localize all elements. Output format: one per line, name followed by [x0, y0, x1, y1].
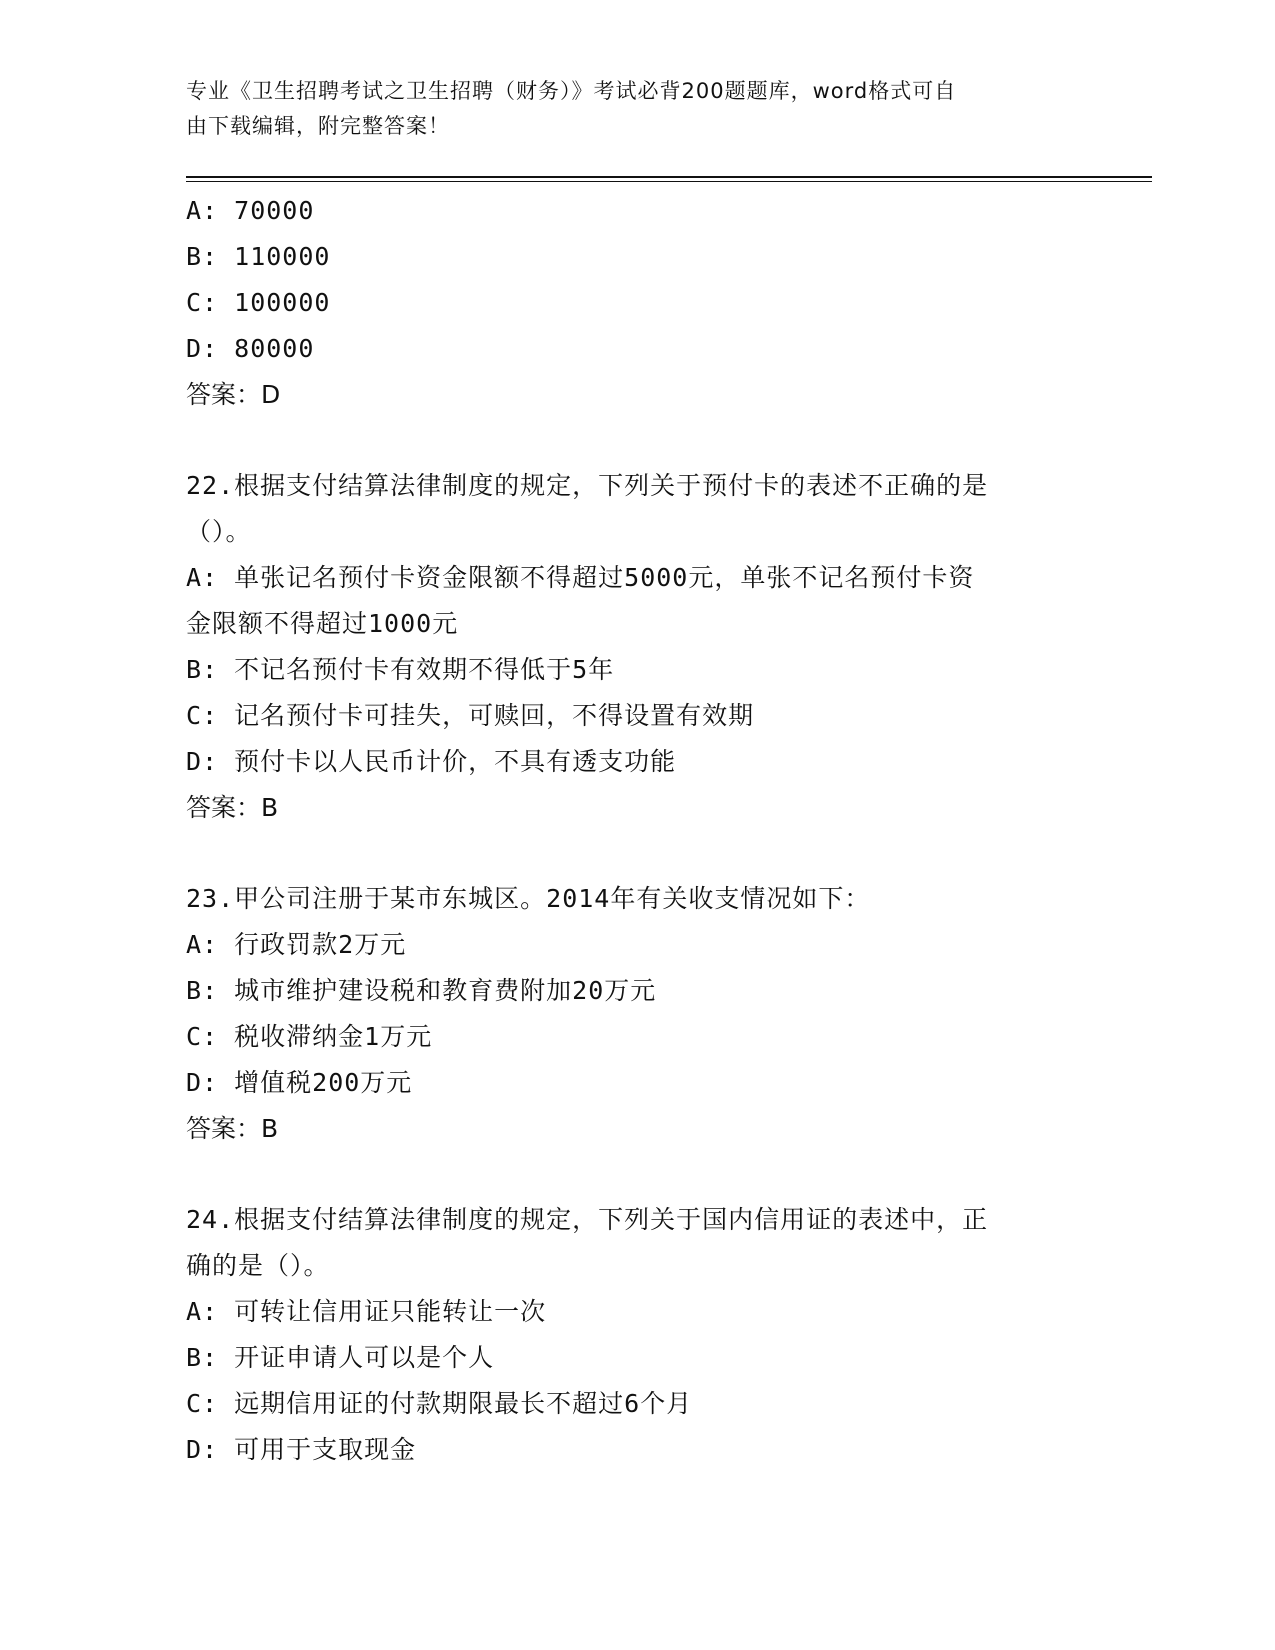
option-c: C: 记名预付卡可挂失，可赎回，不得设置有效期	[186, 701, 755, 730]
spacer	[186, 1152, 1086, 1197]
spacer	[186, 418, 1086, 463]
option-b: B: 110000	[186, 242, 331, 271]
question-stem-line-2: 确的是（）。	[186, 1251, 330, 1280]
header-divider-thin	[186, 181, 1152, 182]
question-stem: 23.甲公司注册于某市东城区。2014年有关收支情况如下：	[186, 884, 871, 913]
question-stem-line-2: （）。	[186, 517, 252, 546]
question-stem-line-1: 22.根据支付结算法律制度的规定，下列关于预付卡的表述不正确的是	[186, 471, 989, 500]
option-a-line-1: A: 单张记名预付卡资金限额不得超过5000元，单张不记名预付卡资	[186, 563, 975, 592]
answer-line: 答案：B	[186, 793, 279, 822]
option-d: D: 预付卡以人民币计价，不具有透支功能	[186, 747, 677, 776]
answer-line: 答案：D	[186, 380, 281, 409]
option-d: D: 可用于支取现金	[186, 1435, 417, 1464]
option-c: C: 远期信用证的付款期限最长不超过6个月	[186, 1389, 693, 1418]
option-d: D: 80000	[186, 334, 315, 363]
question-24	[186, 1197, 1086, 1473]
header-line-1: 专业《卫生招聘考试之卫生招聘（财务）》考试必背200题题库，word格式可自	[186, 79, 957, 103]
option-a: A: 70000	[186, 196, 315, 225]
question-stem-line-1: 24.根据支付结算法律制度的规定，下列关于国内信用证的表述中，正	[186, 1205, 989, 1234]
spacer	[186, 831, 1086, 876]
document-header	[186, 74, 1066, 144]
header-divider-thick	[186, 176, 1152, 178]
option-c: C: 100000	[186, 288, 331, 317]
question-list	[186, 188, 1086, 1473]
option-a: A: 可转让信用证只能转让一次	[186, 1297, 547, 1326]
option-b: B: 开证申请人可以是个人	[186, 1343, 495, 1372]
answer-line: 答案：B	[186, 1114, 279, 1143]
question-21	[186, 188, 1086, 418]
option-c: C: 税收滞纳金1万元	[186, 1022, 433, 1051]
option-b: B: 城市维护建设税和教育费附加20万元	[186, 976, 657, 1005]
question-22	[186, 463, 1086, 831]
option-b: B: 不记名预付卡有效期不得低于5年	[186, 655, 615, 684]
question-23	[186, 876, 1086, 1152]
option-d: D: 增值税200万元	[186, 1068, 413, 1097]
header-line-2: 由下载编辑，附完整答案！	[186, 114, 450, 138]
option-a: A: 行政罚款2万元	[186, 930, 407, 959]
option-a-line-2: 金限额不得超过1000元	[186, 609, 459, 638]
